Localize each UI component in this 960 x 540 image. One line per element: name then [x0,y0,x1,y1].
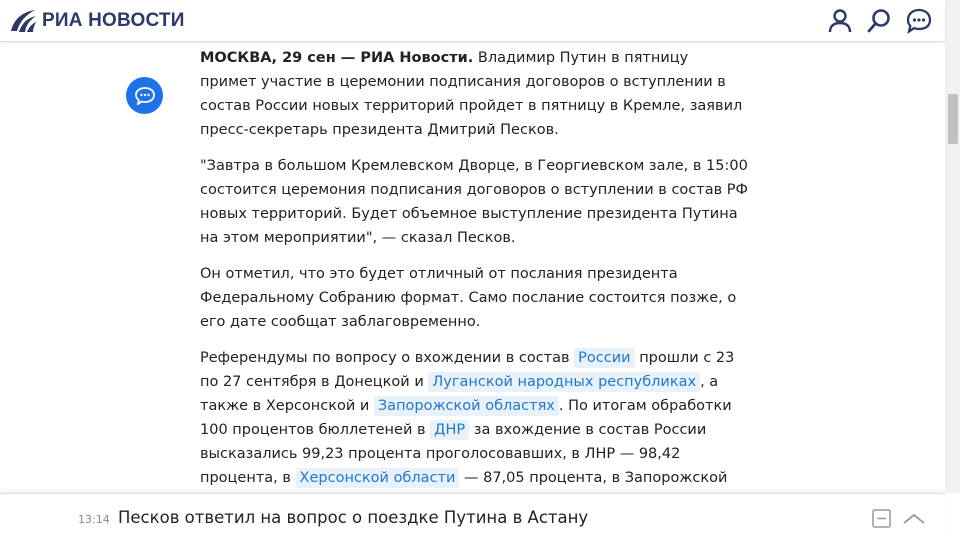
article-paragraph: "Завтра в большом Кремлевском Дворце, в Георгиевском зале, в 15:00 состоится церемония подписания договоров о вступлении в состав РФ новых территорий. Будет объемное выступление президента Путина на этом мероприятии", — сказал Песков. [200,158,748,246]
news-time: 13:14 [78,513,110,526]
tag-link-dnr[interactable]: ДНР [430,420,469,440]
tag-link-russia[interactable]: России [574,348,634,368]
logo-text: РИА НОВОСТИ [42,10,185,31]
chat-bubble-icon [135,87,155,105]
chevron-up-icon[interactable] [902,508,926,530]
article-dateline: МОСКВА, 29 сен — РИА Новости. [200,50,474,66]
paragraph-text: . По итогам обработки 100 процентов бюллетеней в [200,398,732,438]
paragraph-text: Владимир Путин в пятницу примет участие в церемонии подписания договоров о вступлении в состав России новых территорий пройдет в пятницу в Кремле, заявил пресс-секретарь президента Дмитрий Песков. [200,50,743,138]
site-header [0,0,945,42]
news-headline-link[interactable]: Песков ответил на вопрос о поездке Путина в Астану [118,508,589,527]
collapse-icon[interactable] [871,508,893,530]
paragraph-text: за вхождение в состав России высказались 99,23 процента проголосовавших, в ЛНР — 98,42 процента, в [200,422,707,486]
ria-logo-icon [8,7,38,35]
paragraph-text: прошли с 23 по 27 сентября в Донецкой и [200,350,735,390]
paragraph-text: — 87,05 процента, в Запорожской [463,470,728,486]
article-paragraph: Он отметил, что это будет отличный от послания президента Федеральному Собранию формат. Само послание состоится позже, о его дате сообщат заблаговременно. [200,266,737,330]
paragraph-text: , а также в Херсонской и [200,374,719,414]
article-paragraph [200,46,748,142]
chat-icon[interactable] [906,8,932,34]
ria-logo[interactable] [8,7,185,35]
page-scrollbar[interactable] [945,0,960,493]
user-icon[interactable] [827,8,853,34]
article-body [200,46,748,526]
tag-link-zaporozhye[interactable]: Запорожской областях [374,396,559,416]
article-paragraph [200,346,748,514]
news-ticker-bar [0,493,945,540]
search-icon[interactable] [866,8,892,34]
paragraph-text: Референдумы по вопросу о вхождении в состав [200,350,575,366]
tag-link-kherson[interactable]: Херсонской области [296,468,460,488]
comments-button[interactable] [126,77,163,114]
scrollbar-thumb[interactable] [948,94,958,144]
tag-link-lugansk[interactable]: Луганской народных республиках [428,372,700,392]
